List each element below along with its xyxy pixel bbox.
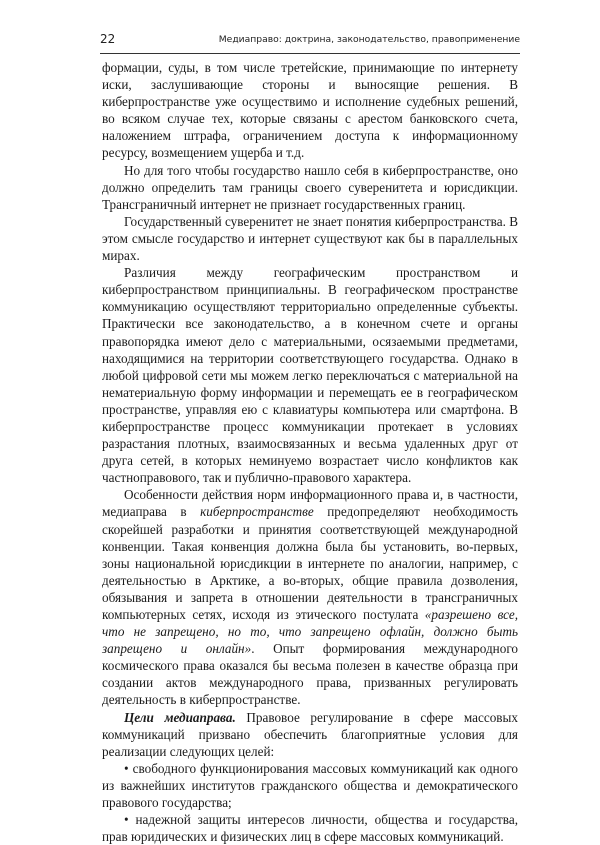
bullet-item-2: • надежной защиты интересов личности, общества и государства, прав юридических и физических лиц в сфере массовых коммуникаций. xyxy=(102,812,518,845)
paragraph-5-italic-term: киберпространстве xyxy=(200,504,314,520)
body-text xyxy=(102,59,518,845)
paragraph-5-text-a: Особенности действия норм информационного права и, в частности, медиаправа в xyxy=(102,487,518,520)
paragraph-6-text: Правовое регулирование в сфере массовых коммуникаций призвано обеспечить благоприятные условия для реализации следующих целей: xyxy=(102,709,518,759)
paragraph-5-text-c: предопределяют необходимость скорейшей разработки и принятия соответствующей международной конвенции. Такая конвенция должна была бы установить, во-первых, зоны национальной юрисдикции в интернете по аналогии, например, с деятельностью в Арктике, а во-вторых, общие правила дозволения, обязывания и запрета в отношении деятельности в трансграничных компьютерных сетях, исходя из этического постулата xyxy=(102,504,518,622)
header-rule xyxy=(100,53,520,54)
page-header xyxy=(100,30,520,50)
paragraph-1: формации, суды, в том числе третейские, принимающие по интернету иски, заслушивающие стороны и выносящие решения. В киберпространстве уже осуществимо и исполнение судебных решений, во всяком случае тех, которые связаны с арестом банковского счета, наложением штрафа, ограничением доступа к информационному ресурсу, возмещением ущерба и т.д. xyxy=(102,60,518,161)
paragraph-5-text-e: . Опыт формирования международного космического права оказался бы весьма полезен в качестве образца при создании актов международного права, призванных регулировать деятельность в киберпространстве. xyxy=(102,641,518,708)
paragraph-5-italic-quote: «разрешено все, что не запрещено, но то, что запрещено офлайн, должно быть запрещено и онлайн» xyxy=(102,607,518,657)
paragraph-6 xyxy=(102,709,518,760)
section-run-in-heading: Цели медиаправа. xyxy=(124,709,236,725)
paragraph-2: Но для того чтобы государство нашло себя в киберпространстве, оно должно определить там границы своего суверенитета и юрисдикции. Трансграничный интернет не признает государственных границ. xyxy=(102,162,518,212)
paragraph-5 xyxy=(102,486,518,708)
page-number: 22 xyxy=(100,32,116,46)
paragraph-3: Государственный суверенитет не знает понятия киберпространства. В этом смысле государство и интернет существуют как бы в параллельных мирах. xyxy=(102,213,518,264)
bullet-item-1: • свободного функционирования массовых коммуникаций как одного из важнейших институтов гражданского общества и демократического правового государства; xyxy=(102,760,518,811)
running-title: Медиаправо: доктрина, законодательство, правоприменение xyxy=(218,34,520,45)
paragraph-4: Различия между географическим пространством и киберпространством принципиальны. В географическом пространстве коммуникацию осуществляют территориально определенные субъекты. Практически все законодательство, а в конечном счете и органы правопорядка имеют дело с материальными, осязаемыми предметами, находящимися на территории соответствующего государства. Однако в любой цифровой сети мы можем легко переключаться с материальной на нематериальную форму информации и перемещать ее в географическом пространстве, управляя ею с клавиатуры компьютера или смартфона. В киберпространстве процесс коммуникации протекает в условиях разрастания плотных, взаимосвязанных и весьма удаленных друг от друга сетей, в которых неминуемо возрастает число конфликтов как частноправового, так и публично-правового характера. xyxy=(102,265,518,486)
